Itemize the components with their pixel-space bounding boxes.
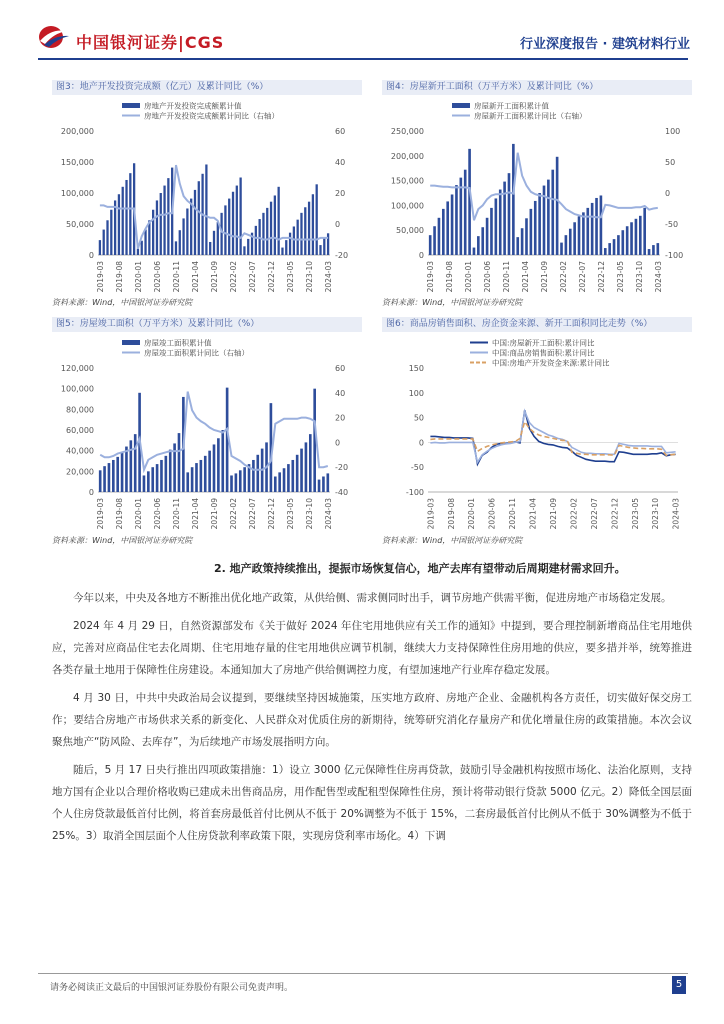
bar: [195, 463, 198, 492]
bar: [285, 240, 287, 255]
y-tick-label: 60,000: [66, 426, 94, 435]
x-tick-label: 2019-03: [96, 498, 106, 530]
y2-tick-label: 60: [335, 364, 346, 373]
bar: [556, 157, 559, 255]
bar: [534, 201, 537, 255]
bar: [451, 194, 454, 255]
bar: [165, 456, 168, 492]
x-tick-label: 2021-09: [210, 261, 219, 293]
body-text: [52, 587, 692, 847]
x-tick-label: 2019-03: [95, 261, 105, 293]
y-tick-label: 0: [88, 488, 94, 497]
bar: [582, 212, 585, 255]
bar: [239, 470, 242, 492]
y-tick-label: 120,000: [60, 364, 94, 373]
y-tick-label: 0: [418, 251, 424, 260]
bar: [481, 227, 484, 255]
bar: [232, 192, 234, 255]
bar: [220, 213, 222, 255]
bar: [312, 194, 314, 255]
x-tick-label: 2024-03: [323, 498, 333, 530]
x-tick-label: 2021-04: [528, 498, 538, 530]
bar: [490, 208, 493, 255]
bar: [236, 186, 238, 255]
x-tick-label: 2022-02: [228, 498, 238, 530]
bar: [530, 209, 533, 255]
y2-tick-label: -40: [335, 488, 349, 497]
bar: [621, 230, 624, 255]
legend-swatch: [452, 103, 470, 108]
bar: [318, 480, 321, 492]
bar: [125, 447, 128, 492]
bar: [186, 209, 188, 256]
bar: [204, 456, 207, 492]
bar: [221, 430, 224, 492]
y2-tick-label: 60: [335, 127, 346, 136]
bar: [243, 467, 246, 492]
x-tick-label: 2020-11: [171, 261, 181, 293]
bar: [643, 208, 646, 255]
bar: [247, 239, 249, 255]
y-tick-label: 100,000: [390, 201, 424, 211]
bar: [617, 235, 620, 255]
bar: [190, 199, 192, 255]
bar: [626, 226, 629, 255]
bar: [547, 180, 550, 255]
bar: [297, 220, 299, 255]
bar: [578, 216, 581, 255]
bar: [499, 190, 502, 255]
bar: [442, 209, 445, 255]
x-tick-label: 2022-07: [248, 261, 258, 293]
figure-3-svg: [52, 97, 362, 295]
bar: [429, 235, 432, 255]
figure-6-chart: [382, 334, 692, 532]
bar: [213, 231, 215, 255]
x-tick-label: 2022-07: [577, 261, 587, 293]
x-tick-label: 2019-08: [446, 498, 456, 530]
bar: [143, 475, 146, 492]
y-tick-label: 80,000: [66, 405, 94, 415]
bar: [106, 220, 108, 255]
bar: [486, 218, 489, 255]
bar: [160, 193, 162, 255]
x-tick-label: 2022-02: [229, 261, 239, 293]
bar: [648, 249, 651, 255]
bar: [473, 248, 476, 255]
bar: [274, 195, 276, 255]
bar: [305, 442, 308, 492]
paragraph: 2024 年 4 月 29 日，自然资源部发布《关于做好 2024 年住宅用地供应有关工作的通知》中提到，要合理控制新增商品住宅用地供应，完善对应商品住宅去化周期、住宅用地存量的住宅用地供应调节机制，继续大力支持保障性住房用地的供应，要多措并举，统筹推进各类存量土地用于保障性住房建设。本通知加大了房地产供给侧调控力度，有望加速地产行业库存稳定发展。: [52, 620, 692, 676]
series-line: [430, 422, 675, 456]
y-tick-label: 0: [418, 438, 424, 448]
bar: [178, 433, 181, 492]
y-tick-label: 50,000: [66, 220, 94, 229]
report-type: 行业深度报告 · 建筑材料行业: [520, 37, 690, 52]
bar: [322, 477, 325, 493]
bar: [591, 203, 594, 255]
bar: [116, 457, 119, 492]
x-tick-label: 2022-07: [589, 498, 599, 530]
x-tick-label: 2021-09: [540, 261, 549, 293]
figure-5-title: 图5：房屋竣工面积（万平方米）及累计同比（%）: [52, 317, 362, 332]
bar: [460, 178, 463, 255]
x-tick-label: 2022-12: [267, 261, 277, 293]
bar: [175, 241, 177, 255]
x-tick-label: 2020-01: [134, 498, 144, 530]
header-divider: [38, 58, 688, 60]
paragraph: 今年以来，中央及各地方不断推出优化地产政策，从供给侧、需求侧同时出手，调节房地产供需平衡，促进房地产市场稳定发展。: [73, 592, 672, 604]
figure-3-chart: [52, 97, 362, 295]
legend-label: 中国:房地产开发资金来源:累计同比: [492, 358, 610, 368]
bar: [464, 170, 467, 255]
bar: [147, 471, 150, 492]
x-tick-label: 2024-03: [653, 261, 663, 293]
bar: [278, 472, 281, 492]
y2-tick-label: -20: [335, 463, 349, 473]
bar: [252, 460, 255, 492]
bar: [477, 236, 480, 255]
y-tick-label: 40,000: [66, 446, 94, 456]
bar: [266, 208, 268, 255]
bar: [595, 198, 598, 255]
figure-4-svg: [382, 97, 692, 295]
bar: [438, 218, 441, 255]
y2-tick-label: 0: [335, 438, 341, 448]
legend-label: 房屋竣工面积累计值: [144, 338, 212, 348]
bar: [512, 144, 515, 255]
x-tick-label: 2022-02: [558, 261, 568, 293]
x-tick-label: 2023-05: [286, 261, 296, 293]
bar: [169, 450, 172, 492]
bar: [652, 245, 655, 255]
figure-4-chart: [382, 97, 692, 295]
y-tick-label: 100: [408, 388, 424, 398]
y-tick-label: 50,000: [396, 226, 424, 236]
bar: [118, 194, 120, 255]
x-tick-label: 2020-06: [487, 498, 497, 530]
x-tick-label: 2020-01: [467, 498, 477, 530]
bar: [191, 467, 194, 492]
x-tick-label: 2021-04: [521, 261, 531, 293]
x-tick-label: 2020-06: [152, 261, 162, 293]
y-tick-label: 200,000: [60, 127, 94, 136]
bar: [446, 201, 449, 255]
footer-disclaimer: 请务必阅读正文最后的中国银河证券股份有限公司免责声明。: [50, 983, 294, 993]
bar: [209, 242, 211, 255]
y-tick-label: -100: [405, 488, 424, 497]
x-tick-label: 2020-11: [172, 498, 182, 530]
bar: [639, 216, 642, 255]
x-tick-label: 2020-06: [483, 261, 493, 293]
bar: [137, 249, 139, 255]
y2-tick-label: 40: [335, 158, 346, 167]
x-tick-label: 2019-08: [445, 261, 455, 293]
bar: [300, 213, 302, 255]
y-tick-label: -50: [410, 463, 424, 473]
legend-swatch: [122, 103, 140, 108]
bar: [228, 199, 230, 255]
y-tick-label: 150: [408, 364, 424, 373]
y2-tick-label: 50: [665, 158, 676, 167]
bar: [121, 453, 124, 492]
figure-6-title: 图6：商品房销售面积、房企资金来源、新开工面积同比走势（%）: [382, 317, 692, 332]
bar: [99, 470, 102, 492]
bar: [239, 178, 241, 256]
bar: [230, 475, 233, 492]
bar: [103, 230, 105, 255]
legend-label: 房屋新开工面积累计值: [474, 101, 549, 111]
legend-label: 房屋新开工面积累计同比（右轴）: [474, 111, 587, 121]
legend-label: 中国:房屋新开工面积:累计同比: [492, 338, 595, 348]
bar: [103, 466, 106, 492]
bar: [308, 202, 310, 255]
bar: [656, 243, 659, 255]
x-tick-label: 2019-08: [115, 498, 125, 530]
figure-5-svg: [52, 334, 362, 532]
bar: [604, 248, 607, 255]
bar: [516, 237, 519, 255]
y2-tick-label: -20: [335, 251, 349, 260]
bar: [608, 243, 611, 255]
bar: [262, 213, 264, 255]
bar: [125, 180, 127, 255]
x-tick-label: 2022-12: [596, 261, 606, 293]
y-tick-label: 0: [88, 251, 94, 260]
x-tick-label: 2024-03: [671, 498, 681, 530]
paragraph: 随后，5 月 17 日央行推出四项政策措施：1）设立 3000 亿元保障性住房再贷款，鼓励引导金融机构按照市场化、法治化原则，支持地方国有企业以合理价格收购已建成未出售商品房，用作配售型或配租型保障性住房，预计将带动银行贷款 5000 亿元。2）降低全国层面个人住房贷款最低首付比例，将首套房最低首付比例从不低于 20%调整为不低于 15%，二套房最低首付比例从不低于 30%调整为不低于 25%。3）取消全国层面个人住房贷款利率政策下限，实现房贷利率市场化。4）下调: [52, 764, 692, 842]
bar: [326, 473, 329, 492]
y-tick-label: 50: [413, 413, 424, 423]
bar: [538, 193, 541, 255]
y-tick-label: 150,000: [60, 158, 94, 167]
bar: [243, 246, 245, 255]
bar: [316, 184, 318, 255]
bar: [287, 464, 290, 492]
x-tick-label: 2022-02: [569, 498, 579, 530]
bar: [130, 440, 133, 492]
bar: [224, 205, 226, 255]
bar: [495, 198, 498, 255]
x-tick-label: 2023-10: [305, 261, 315, 293]
bar: [525, 218, 528, 255]
bar: [293, 226, 295, 255]
bar: [200, 460, 203, 492]
logo-text: 中国银河证券|CGS: [76, 33, 225, 52]
bar: [573, 222, 576, 255]
bar: [300, 449, 303, 492]
paragraph: 4 月 30 日，中共中央政治局会议提到，要继续坚持因城施策，压实地方政府、房地产企业、金融机构各方责任，切实做好保交房工作；要结合房地产市场供求关系的新变化、人民群众对优质住房的新期待，统筹研究消化存量房产和优化增量住房的政策措施。本次会议聚焦地产“防风险、去库存”，为后续地产市场发展指明方向。: [52, 692, 692, 748]
bar: [551, 170, 554, 255]
galaxy-logo-icon: [36, 22, 70, 52]
bar: [613, 239, 616, 255]
bar: [156, 464, 159, 492]
y-tick-label: 100,000: [60, 189, 94, 198]
figure-6-svg: [382, 334, 692, 532]
x-tick-label: 2019-08: [114, 261, 124, 293]
y-tick-label: 20,000: [66, 467, 94, 477]
bar: [208, 451, 211, 492]
x-tick-label: 2020-11: [508, 498, 518, 530]
x-tick-label: 2022-12: [610, 498, 620, 530]
bar: [182, 218, 184, 255]
section-heading: 2. 地产政策持续推出，提振市场恢复信心，地产去库有望带动后周期建材需求回升。: [214, 562, 626, 575]
bar: [296, 455, 299, 492]
bar: [108, 463, 111, 492]
bar: [235, 473, 238, 492]
y2-tick-label: 20: [335, 189, 346, 198]
x-tick-label: 2020-06: [153, 498, 163, 530]
y2-tick-label: 0: [665, 189, 671, 198]
legend-label: 房地产开发投资完成额累计同比（右轴）: [144, 111, 279, 121]
legend-label: 中国:商品房销售面积:累计同比: [492, 348, 595, 358]
bar: [560, 243, 563, 255]
bar: [521, 228, 524, 255]
bar: [217, 438, 220, 492]
bar: [455, 185, 458, 255]
y-tick-label: 150,000: [390, 176, 424, 186]
bar: [114, 200, 116, 255]
legend-swatch: [122, 340, 140, 345]
legend-label: 房屋竣工面积累计同比（右轴）: [144, 348, 249, 358]
x-tick-label: 2023-05: [285, 498, 295, 530]
bar: [141, 241, 143, 255]
bar: [179, 230, 181, 255]
bar: [213, 444, 216, 492]
bar: [163, 186, 165, 255]
bar: [270, 202, 272, 255]
bar: [110, 210, 112, 255]
figure-3-title: 图3：地产开发投资完成额（亿元）及累计同比（%）: [52, 80, 362, 95]
y2-tick-label: 100: [665, 127, 681, 136]
y-tick-label: 200,000: [390, 151, 424, 161]
x-tick-label: 2021-04: [191, 498, 201, 530]
y2-tick-label: 40: [335, 388, 346, 398]
bar: [635, 219, 638, 255]
x-tick-label: 2021-09: [549, 498, 558, 530]
bar: [255, 226, 257, 255]
x-tick-label: 2021-04: [190, 261, 200, 293]
x-tick-label: 2023-05: [615, 261, 625, 293]
bar: [508, 173, 511, 255]
bar: [99, 240, 101, 255]
footer-divider: [38, 973, 688, 974]
bar: [274, 477, 277, 493]
y2-tick-label: 0: [335, 220, 341, 229]
x-tick-label: 2023-10: [651, 498, 661, 530]
bar: [289, 233, 291, 255]
bar: [327, 233, 329, 255]
figure-3-source: 资料来源：Wind，中国银河证券研究院: [52, 298, 193, 307]
bar: [256, 455, 259, 492]
bar: [217, 222, 219, 255]
x-tick-label: 2023-05: [630, 498, 640, 530]
bar: [323, 238, 325, 255]
x-tick-label: 2022-12: [266, 498, 276, 530]
bar: [167, 178, 169, 255]
bar: [586, 208, 589, 255]
bar: [122, 187, 124, 255]
bar: [283, 468, 286, 492]
bar: [160, 460, 163, 492]
bar: [569, 229, 572, 255]
bar: [129, 173, 131, 255]
brand-logo: [36, 22, 266, 58]
bar: [156, 200, 158, 255]
bar: [309, 434, 312, 492]
y2-tick-label: -50: [665, 220, 679, 229]
bar: [319, 245, 321, 255]
bar: [565, 235, 568, 255]
figure-4-source: 资料来源：Wind，中国银河证券研究院: [382, 298, 523, 307]
figure-5-source: 资料来源：Wind，中国银河证券研究院: [52, 536, 193, 545]
bar: [151, 467, 154, 492]
figure-5-chart: [52, 334, 362, 532]
bar: [112, 460, 115, 492]
x-tick-label: 2020-01: [133, 261, 143, 293]
y-tick-label: 250,000: [390, 127, 424, 136]
x-tick-label: 2022-07: [247, 498, 257, 530]
x-tick-label: 2020-11: [502, 261, 512, 293]
y-tick-label: 100,000: [60, 384, 94, 394]
x-tick-label: 2023-10: [304, 498, 314, 530]
bar: [433, 226, 436, 255]
x-tick-label: 2019-03: [426, 498, 436, 530]
bar: [194, 190, 196, 255]
bar: [278, 187, 280, 255]
bar: [630, 222, 633, 255]
bar: [198, 181, 200, 255]
y2-tick-label: 20: [335, 413, 346, 423]
legend-label: 房地产开发投资完成额累计值: [144, 101, 242, 111]
x-tick-label: 2021-09: [210, 498, 219, 530]
bar: [144, 230, 146, 255]
bar: [600, 195, 603, 255]
x-tick-label: 2024-03: [324, 261, 334, 293]
y2-tick-label: -100: [665, 251, 684, 260]
x-tick-label: 2023-10: [634, 261, 644, 293]
bar: [152, 210, 154, 255]
x-tick-label: 2019-03: [426, 261, 436, 293]
bar: [134, 434, 137, 492]
bar: [205, 164, 207, 255]
bar: [281, 248, 283, 255]
page-number: 5: [672, 976, 686, 994]
bar: [304, 207, 306, 255]
x-tick-label: 2020-01: [464, 261, 474, 293]
figure-6-source: 资料来源：Wind，中国银河证券研究院: [382, 536, 523, 545]
bar: [291, 460, 294, 492]
bar: [186, 472, 189, 492]
figure-4-title: 图4：房屋新开工面积（万平方米）及累计同比（%）: [382, 80, 692, 95]
